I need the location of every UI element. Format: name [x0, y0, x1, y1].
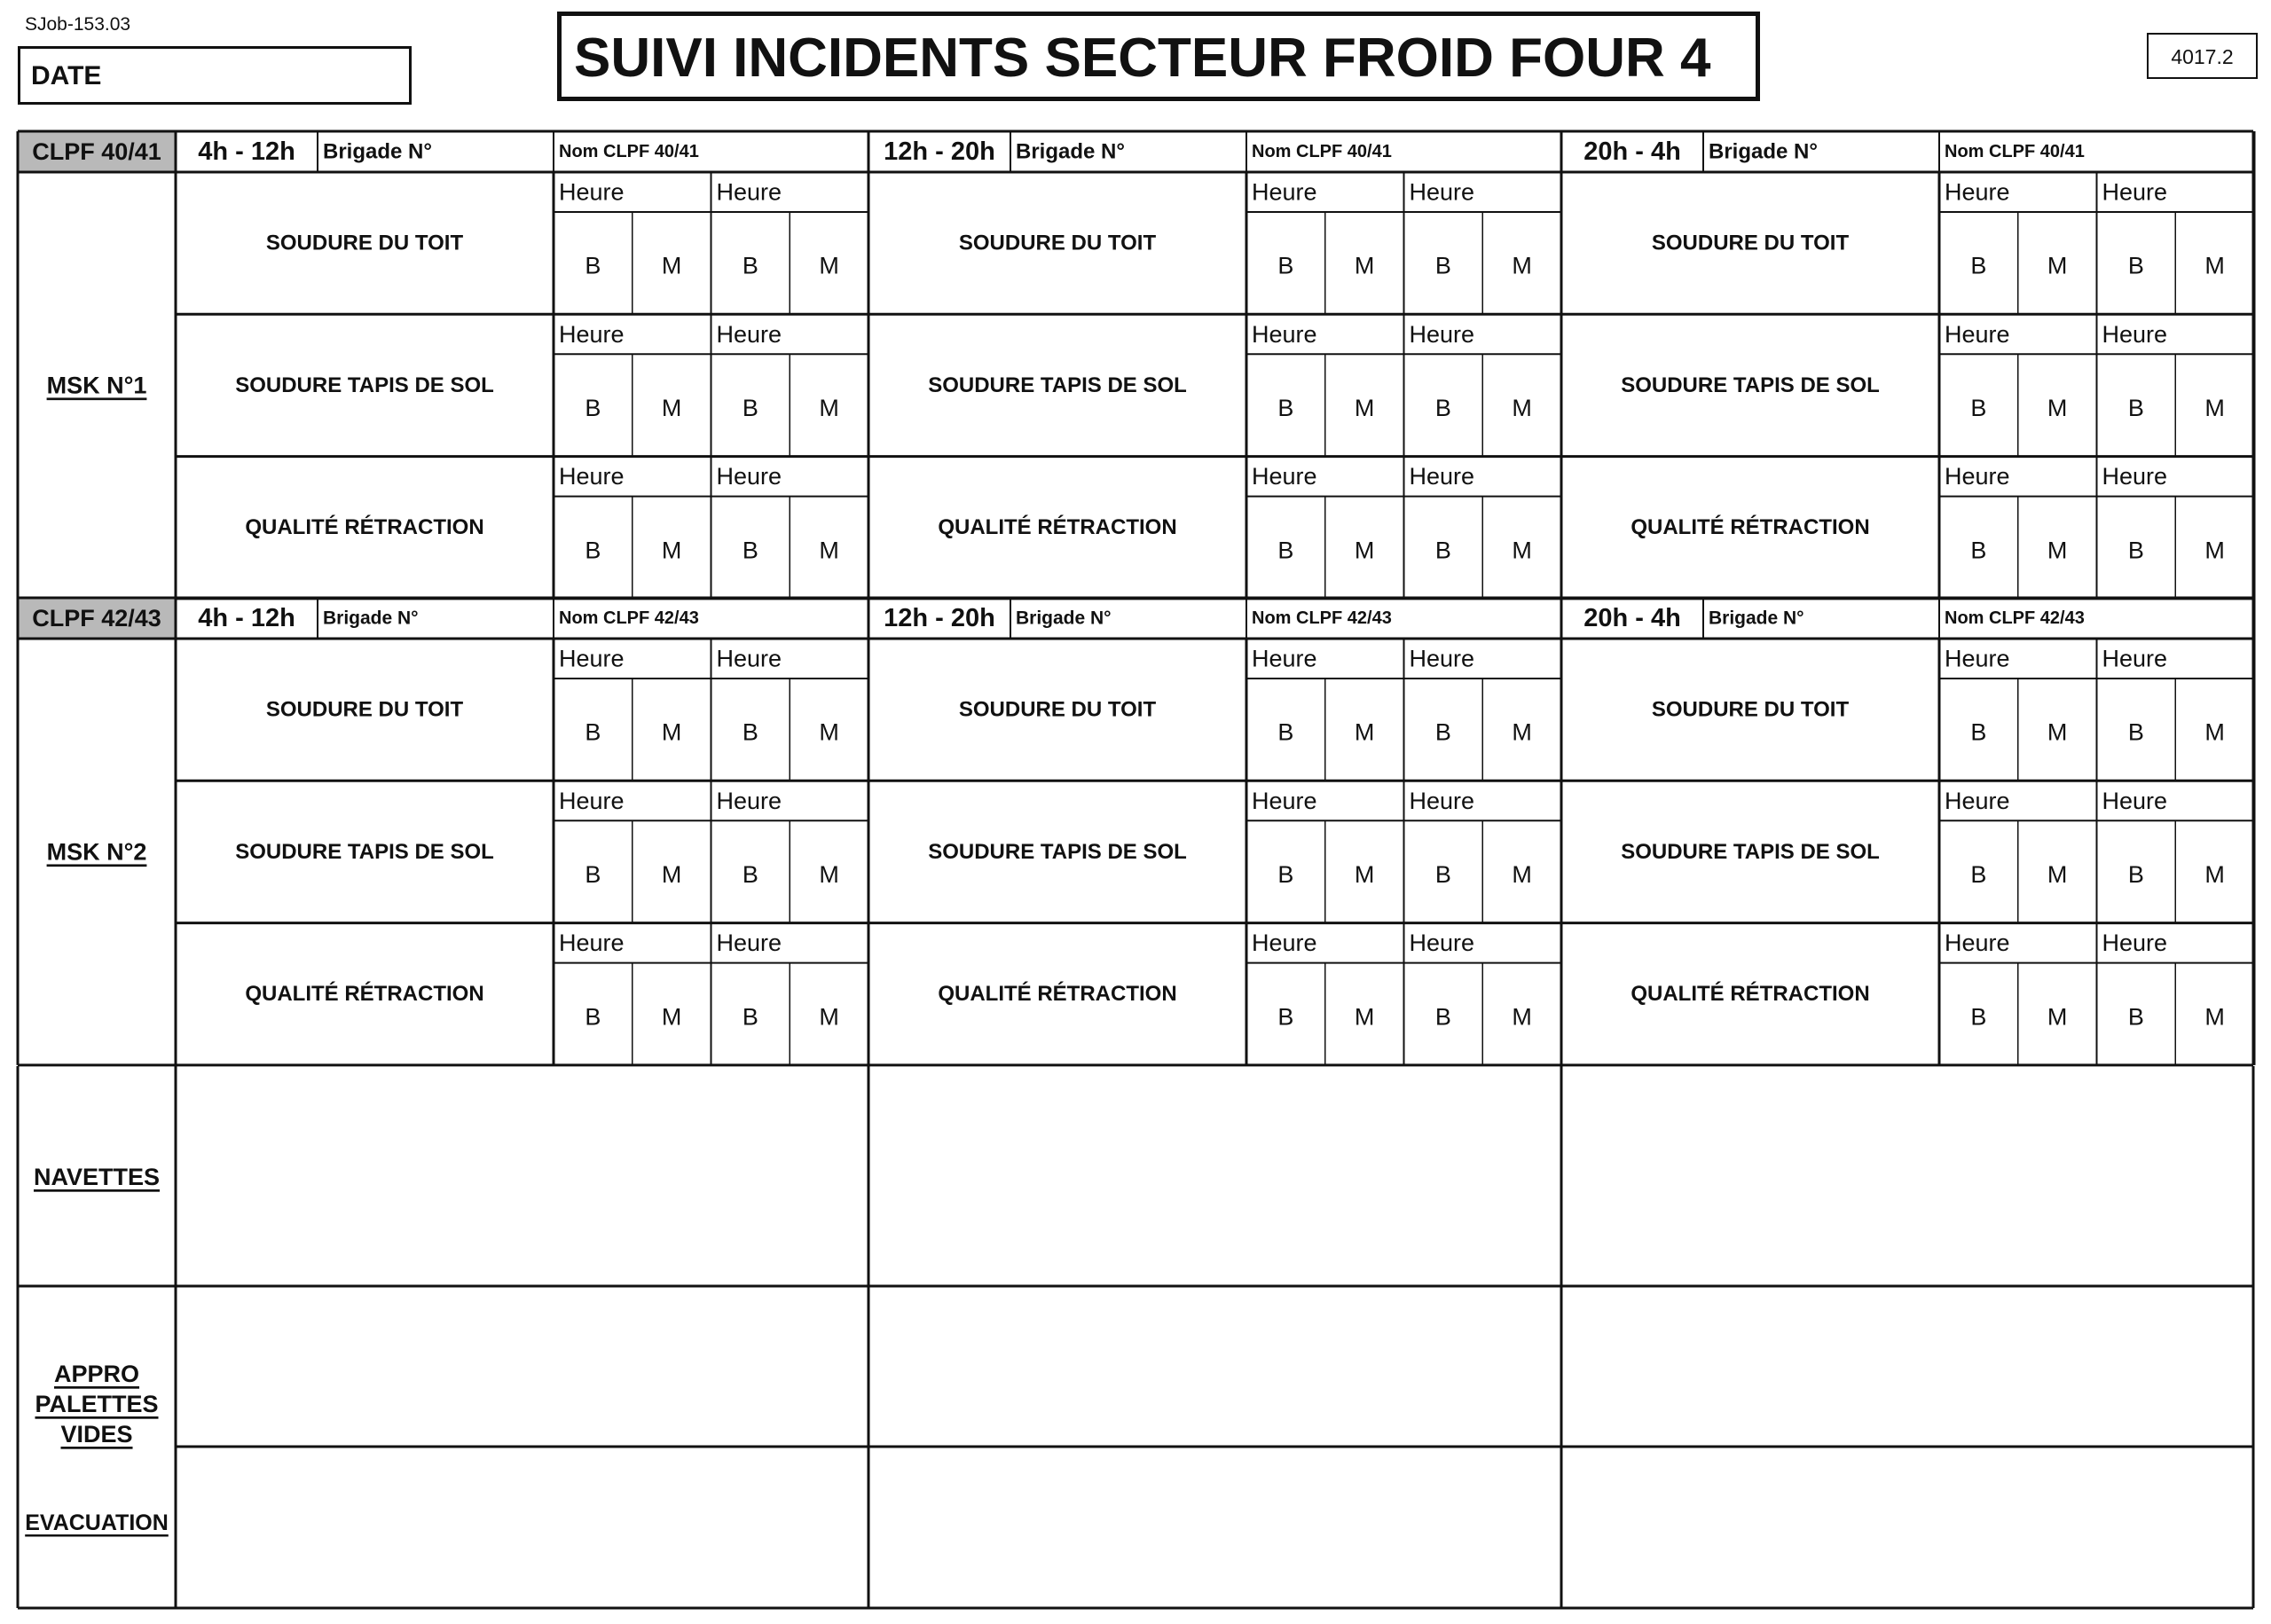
- mauvais-checkbox[interactable]: [2175, 963, 2254, 1065]
- form-code: SJob-153.03: [25, 14, 131, 35]
- mauvais-checkbox[interactable]: [1482, 497, 1561, 599]
- mauvais-checkbox[interactable]: [633, 497, 711, 599]
- check-label: SOUDURE TAPIS DE SOL: [1621, 839, 1880, 864]
- mauvais-checkbox[interactable]: [2175, 212, 2254, 314]
- heure-field[interactable]: [711, 457, 869, 497]
- check-label: SOUDURE DU TOIT: [958, 231, 1157, 255]
- brigade-field[interactable]: [318, 598, 554, 639]
- bon-checkbox[interactable]: [1939, 212, 2018, 314]
- nom-clpf-field[interactable]: [1939, 131, 2254, 172]
- mauvais-checkbox[interactable]: [1482, 963, 1561, 1065]
- bon-checkbox[interactable]: [2097, 497, 2176, 599]
- bon-checkbox[interactable]: [1246, 963, 1325, 1065]
- check-label: SOUDURE TAPIS DE SOL: [928, 373, 1187, 397]
- bon-checkbox[interactable]: [1939, 679, 2018, 781]
- mauvais-checkbox[interactable]: [1325, 963, 1404, 1065]
- heure-field[interactable]: [711, 639, 869, 679]
- appro-label: VIDES: [60, 1421, 133, 1447]
- brigade-field[interactable]: [318, 131, 554, 172]
- heure-field[interactable]: [2097, 457, 2255, 497]
- navettes-field[interactable]: [1561, 1066, 2253, 1286]
- shift-time: 4h - 12h: [198, 604, 295, 632]
- heure-field[interactable]: [711, 314, 869, 354]
- mauvais-checkbox[interactable]: [2018, 963, 2097, 1065]
- heure-field[interactable]: [2097, 923, 2255, 963]
- evacuation-field[interactable]: [1561, 1447, 2253, 1608]
- bon-checkbox[interactable]: [1404, 212, 1483, 314]
- bon-checkbox[interactable]: [1404, 497, 1483, 599]
- mauvais-checkbox[interactable]: [2175, 679, 2254, 781]
- brigade-field[interactable]: [1703, 131, 1939, 172]
- mauvais-checkbox[interactable]: [633, 212, 711, 314]
- bon-checkbox[interactable]: [1939, 497, 2018, 599]
- heure-field[interactable]: [2097, 781, 2255, 820]
- appro-field[interactable]: [1561, 1286, 2253, 1447]
- shift-time: 12h - 20h: [884, 137, 995, 166]
- check-label: SOUDURE DU TOIT: [265, 231, 464, 255]
- mauvais-checkbox[interactable]: [633, 679, 711, 781]
- check-label: SOUDURE TAPIS DE SOL: [235, 839, 494, 864]
- check-label: QUALITÉ RÉTRACTION: [1631, 982, 1870, 1007]
- bon-checkbox[interactable]: [711, 963, 790, 1065]
- nom-clpf-field[interactable]: [1939, 598, 2254, 639]
- check-label: SOUDURE TAPIS DE SOL: [1621, 373, 1880, 397]
- bon-checkbox[interactable]: [554, 679, 633, 781]
- heure-field[interactable]: [1246, 923, 1404, 963]
- bon-checkbox[interactable]: [711, 497, 790, 599]
- mauvais-checkbox[interactable]: [1325, 497, 1404, 599]
- heure-field[interactable]: [554, 923, 711, 963]
- mauvais-checkbox[interactable]: [1325, 212, 1404, 314]
- appro-label: APPRO: [53, 1361, 140, 1387]
- bon-checkbox[interactable]: [1939, 354, 2018, 456]
- mauvais-checkbox[interactable]: [790, 820, 868, 922]
- heure-field[interactable]: [1404, 639, 1562, 679]
- bon-checkbox[interactable]: [1246, 497, 1325, 599]
- navettes-label: NAVETTES: [33, 1164, 161, 1190]
- heure-field[interactable]: [554, 457, 711, 497]
- bon-checkbox[interactable]: [554, 354, 633, 456]
- brigade-field[interactable]: [1010, 131, 1246, 172]
- bon-checkbox[interactable]: [2097, 963, 2176, 1065]
- heure-field[interactable]: [554, 172, 711, 212]
- navettes-field[interactable]: [868, 1066, 1561, 1286]
- bon-checkbox[interactable]: [2097, 820, 2176, 922]
- bon-checkbox[interactable]: [711, 212, 790, 314]
- heure-field[interactable]: [711, 923, 869, 963]
- bon-checkbox[interactable]: [1404, 963, 1483, 1065]
- mauvais-checkbox[interactable]: [633, 820, 711, 922]
- heure-field[interactable]: [711, 781, 869, 820]
- mauvais-checkbox[interactable]: [1325, 679, 1404, 781]
- evacuation-label: EVACUATION: [25, 1510, 169, 1535]
- appro-field[interactable]: [176, 1286, 868, 1447]
- block-label: CLPF 40/41: [32, 138, 161, 165]
- brigade-field[interactable]: [1010, 598, 1246, 639]
- mauvais-checkbox[interactable]: [1482, 354, 1561, 456]
- bon-checkbox[interactable]: [1939, 963, 2018, 1065]
- heure-field[interactable]: [554, 639, 711, 679]
- check-label: QUALITÉ RÉTRACTION: [1631, 515, 1870, 540]
- bon-checkbox[interactable]: [2097, 212, 2176, 314]
- mauvais-checkbox[interactable]: [2018, 354, 2097, 456]
- heure-field[interactable]: [2097, 639, 2255, 679]
- heure-field[interactable]: [1939, 781, 2097, 820]
- nom-clpf-field[interactable]: [1246, 131, 1561, 172]
- shift-time: 4h - 12h: [198, 137, 295, 166]
- mauvais-checkbox[interactable]: [1482, 820, 1561, 922]
- mauvais-checkbox[interactable]: [633, 354, 711, 456]
- mauvais-checkbox[interactable]: [2175, 354, 2254, 456]
- heure-field[interactable]: [1246, 639, 1404, 679]
- mauvais-checkbox[interactable]: [2018, 497, 2097, 599]
- mauvais-checkbox[interactable]: [1482, 679, 1561, 781]
- check-label: SOUDURE DU TOIT: [1651, 697, 1850, 722]
- mauvais-checkbox[interactable]: [790, 679, 868, 781]
- heure-field[interactable]: [554, 314, 711, 354]
- date-label: DATE: [31, 61, 102, 90]
- mauvais-checkbox[interactable]: [790, 212, 868, 314]
- form-reference: 4017.2: [2147, 33, 2258, 79]
- bon-checkbox[interactable]: [1404, 354, 1483, 456]
- bon-checkbox[interactable]: [1246, 212, 1325, 314]
- heure-field[interactable]: [2097, 314, 2255, 354]
- heure-field[interactable]: [1404, 923, 1562, 963]
- evacuation-field[interactable]: [868, 1447, 1561, 1608]
- mauvais-checkbox[interactable]: [1325, 354, 1404, 456]
- check-label: QUALITÉ RÉTRACTION: [245, 982, 484, 1007]
- check-label: SOUDURE DU TOIT: [958, 697, 1157, 722]
- check-label: SOUDURE DU TOIT: [1651, 231, 1850, 255]
- msk-label: MSK N°2: [46, 838, 147, 866]
- bon-checkbox[interactable]: [2097, 354, 2176, 456]
- bon-checkbox[interactable]: [1246, 679, 1325, 781]
- shift-time: 12h - 20h: [884, 604, 995, 632]
- nom-clpf-field[interactable]: [554, 598, 868, 639]
- shift-time: 20h - 4h: [1583, 604, 1681, 632]
- heure-field[interactable]: [1246, 314, 1404, 354]
- check-label: SOUDURE DU TOIT: [265, 697, 464, 722]
- mauvais-checkbox[interactable]: [2175, 820, 2254, 922]
- bon-checkbox[interactable]: [1939, 820, 2018, 922]
- bon-checkbox[interactable]: [1246, 354, 1325, 456]
- bon-checkbox[interactable]: [1404, 820, 1483, 922]
- mauvais-checkbox[interactable]: [1325, 820, 1404, 922]
- bon-checkbox[interactable]: [554, 963, 633, 1065]
- mauvais-checkbox[interactable]: [2175, 497, 2254, 599]
- heure-field[interactable]: [1246, 172, 1404, 212]
- appro-label: PALETTES: [35, 1391, 159, 1417]
- check-label: QUALITÉ RÉTRACTION: [245, 515, 484, 540]
- heure-field[interactable]: [711, 172, 869, 212]
- brigade-field[interactable]: [1703, 598, 1939, 639]
- bon-checkbox[interactable]: [2097, 679, 2176, 781]
- block-label: CLPF 42/43: [32, 605, 161, 632]
- bon-checkbox[interactable]: [711, 354, 790, 456]
- mauvais-checkbox[interactable]: [633, 963, 711, 1065]
- heure-field[interactable]: [1939, 172, 2097, 212]
- nom-clpf-field[interactable]: [1246, 598, 1561, 639]
- bon-checkbox[interactable]: [1404, 679, 1483, 781]
- heure-field[interactable]: [1404, 314, 1562, 354]
- mauvais-checkbox[interactable]: [2018, 212, 2097, 314]
- heure-field[interactable]: [554, 781, 711, 820]
- navettes-field[interactable]: [176, 1066, 868, 1286]
- shift-time: 20h - 4h: [1583, 137, 1681, 166]
- bon-checkbox[interactable]: [554, 497, 633, 599]
- check-label: SOUDURE TAPIS DE SOL: [928, 839, 1187, 864]
- mauvais-checkbox[interactable]: [790, 497, 868, 599]
- evacuation-field[interactable]: [176, 1447, 868, 1608]
- mauvais-checkbox[interactable]: [1482, 212, 1561, 314]
- appro-field[interactable]: [868, 1286, 1561, 1447]
- check-label: QUALITÉ RÉTRACTION: [938, 982, 1177, 1007]
- heure-field[interactable]: [1939, 639, 2097, 679]
- msk-label: MSK N°1: [46, 372, 147, 399]
- heure-field[interactable]: [1939, 457, 2097, 497]
- heure-field[interactable]: [1246, 781, 1404, 820]
- heure-field[interactable]: [1404, 457, 1562, 497]
- nom-clpf-field[interactable]: [554, 131, 868, 172]
- mauvais-checkbox[interactable]: [790, 963, 868, 1065]
- page-title-text: SUIVI INCIDENTS SECTEUR FROID FOUR 4: [574, 27, 1711, 89]
- heure-field[interactable]: [1939, 923, 2097, 963]
- bon-checkbox[interactable]: [711, 820, 790, 922]
- bon-checkbox[interactable]: [1246, 820, 1325, 922]
- bon-checkbox[interactable]: [554, 212, 633, 314]
- heure-field[interactable]: [1246, 457, 1404, 497]
- heure-field[interactable]: [1404, 781, 1562, 820]
- heure-field[interactable]: [1939, 314, 2097, 354]
- mauvais-checkbox[interactable]: [2018, 820, 2097, 922]
- check-label: QUALITÉ RÉTRACTION: [938, 515, 1177, 540]
- heure-field[interactable]: [2097, 172, 2255, 212]
- bon-checkbox[interactable]: [554, 820, 633, 922]
- heure-field[interactable]: [1404, 172, 1562, 212]
- bon-checkbox[interactable]: [711, 679, 790, 781]
- check-label: SOUDURE TAPIS DE SOL: [235, 373, 494, 397]
- mauvais-checkbox[interactable]: [2018, 679, 2097, 781]
- mauvais-checkbox[interactable]: [790, 354, 868, 456]
